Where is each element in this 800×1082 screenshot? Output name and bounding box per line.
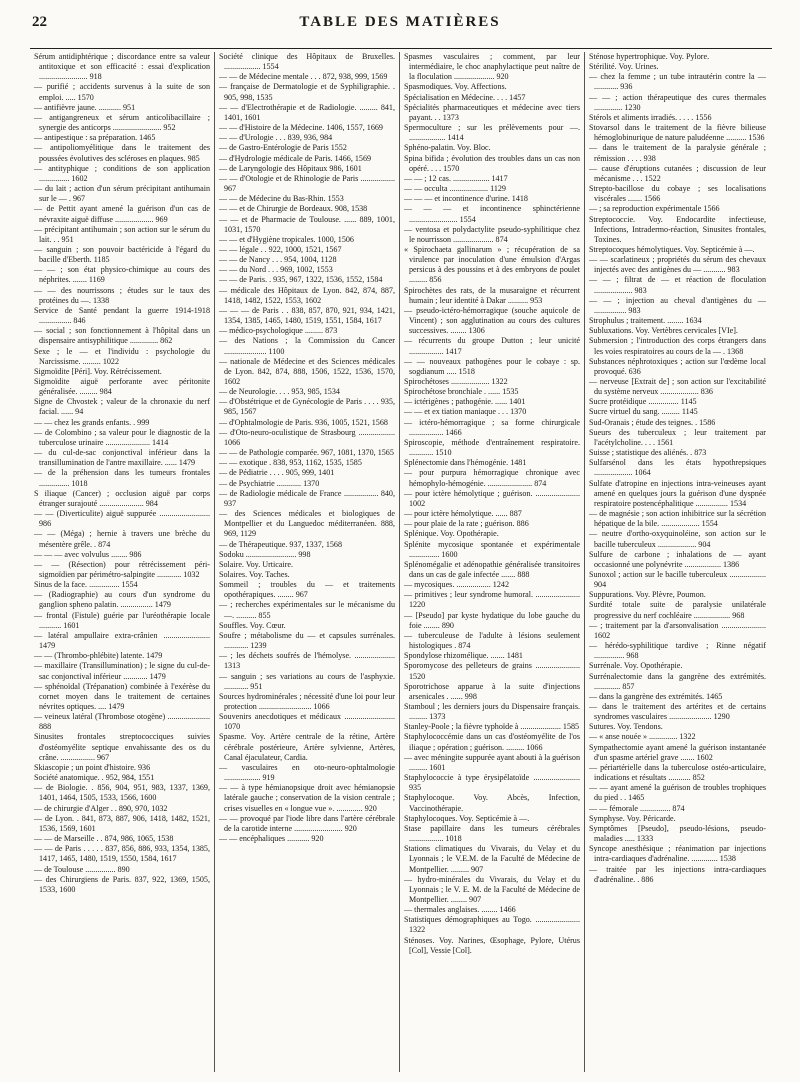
index-entry: Souvenirs anecdotiques et médicaux ......................... 1070 — [219, 712, 395, 732]
index-entry: Soufre ; métabolisme du — et capsules surrénales. ............ 1239 — [219, 630, 395, 651]
index-entry: — — — et incontinence d'urine. 1418 — [404, 194, 528, 204]
index-entry: Stovarsol dans le traitement de la fièvre bilieuse hémoglobinurique de nature paludéenne .......... 1536 — [589, 123, 766, 143]
index-entry: — de Neurologie. . . . 953, 985, 1534 — [219, 387, 340, 397]
index-entry: Sinusites frontales streptococciques suivies d'ostéomyélite septique envahissante des os du crâne. ................. 967 — [34, 732, 210, 762]
index-entry: — — fémorale ............... 874 — [589, 803, 685, 813]
index-entry: Sources hydrominérales ; nécessité d'une loi pour leur protection .......................... 1066 — [219, 691, 395, 711]
index-entry: — — ; injection au cheval d'antigènes du — ................ 983 — [589, 295, 766, 315]
index-entry: — de Colombino ; sa valeur pour le diagnostic de la tuberculose urinaire ...................... 1414 — [34, 427, 210, 447]
index-entry: — — et de Pharmacie de Toulouse. ...... 889, 1001, 1031, 1570 — [219, 214, 395, 234]
index-entry: — — ; action thérapeutique des cures thermales .............. 1230 — [589, 92, 766, 112]
index-column-2 — [215, 52, 400, 1072]
index-entry: — — — et incontinence sphinctérienne ........................ 1554 — [404, 204, 580, 224]
index-entry: Sommeil ; troubles du — et traitements opothérapiques. ........ 967 — [219, 580, 395, 600]
index-entry: Statistiques démographiques au Togo. ...................... 1322 — [404, 915, 580, 935]
index-entry: Spondylose rhizomélique. ....... 1481 — [404, 651, 523, 661]
index-entry: — — occulta ................... 1129 — [404, 184, 506, 194]
index-entry: Sucre protéidique ............... 1145 — [589, 397, 697, 407]
index-entry: Staphylocoques. Voy. Septicémie à —. — [404, 813, 530, 823]
index-entry: — antityphique ; conditions de son application ............... 1602 — [34, 163, 210, 183]
index-entry: — primitives ; leur syndrome humoral. ...................... 1220 — [404, 590, 580, 610]
index-entry: Spermoculture ; sur les prélèvements pour —. .................. 1414 — [404, 123, 580, 143]
index-entry: — [Pseudo] par kyste hydatique du lobe gauche du foie ........ 890 — [404, 610, 580, 630]
index-entry: — récurrents du groupe Dutton ; leur unicité ................. 1417 — [404, 336, 580, 356]
index-entry: Spécialisation en Médecine. . . . 1457 — [404, 92, 526, 102]
index-columns — [30, 52, 772, 1072]
index-entry: — de Thérapeutique. 937, 1337, 1568 — [219, 539, 343, 549]
index-entry: Sulfure de carbone ; inhalations de — ayant occasionné une polynévrite .................. 1386 — [589, 549, 766, 569]
index-entry: — pour plaie de la rate ; guérison. 886 — [404, 519, 529, 529]
index-entry: — de Gastro-Entérologie de Paris 1552 — [219, 143, 347, 153]
index-entry: Stamboul ; les derniers jours du Dispensaire français. ......... 1373 — [404, 702, 580, 722]
index-entry: — maxillaire (Transillumination) ; le signe du cul-de-sac conjonctival inférieur ............ 1479 — [34, 661, 210, 681]
index-entry: — dans le traitement des artérites et de certains syndromes vasculaires ..................... 1290 — [589, 702, 766, 722]
index-entry: — d'Hydrologie médicale de Paris. 1466, 1569 — [219, 153, 372, 163]
index-entry: — — de Nancy . . . 954, 1004, 1128 — [219, 255, 337, 265]
index-entry: — social ; son fonctionnement à l'hôpital dans un dispensaire antisyphilitique .............. 862 — [34, 326, 210, 346]
index-entry: — — et d'Hygiène tropicales. 1000, 1506 — [219, 234, 354, 244]
index-entry: — — de Paris . . . . . 837, 856, 886, 933, 1354, 1385, 1417, 1465, 1480, 1519, 1550, 1584, 1617 — [34, 844, 210, 864]
index-entry: — — nouveaux pathogènes pour le cobaye : sp. sogdianum ..... 1518 — [404, 356, 580, 376]
index-entry: Staphylococcémie dans un cas d'ostéomyélite de l'os iliaque ; opération ; guérison. ......... 1066 — [404, 732, 580, 752]
index-entry: Streptococcie. Voy. Endocardite infectieuse, Infections, Intradermo-réaction, Sinusites frontales, Toxines. — [589, 214, 766, 244]
index-entry: — sanguin ; son pouvoir bactéricide à l'égard du bacille d'Eberth. 1185 — [34, 244, 210, 265]
index-entry: — chez la femme ; un tube intrautérin contre la — ............ 936 — [589, 72, 766, 92]
index-entry: — de Pettit ayant amené la guérison d'un cas de névraxite aiguë diffuse ................... 969 — [34, 204, 210, 224]
index-entry: Société anatomique. . 952, 984, 1551 — [34, 773, 155, 783]
index-entry: Syncope anesthésique ; réanimation par injections intra-cardiaques d'adrénaline. ............. 1538 — [589, 844, 766, 864]
index-entry: Sténoses. Voy. Narines, Œsophage, Pylore, Utérus [Col], Vessie [Col]. — [404, 935, 580, 955]
index-entry: — — et ex tiation maniaque . . . 1370 — [404, 407, 527, 417]
index-entry: Spiroscopie, méthode d'entraînement respiratoire. ............ 1510 — [404, 437, 580, 458]
index-entry: Signe de Chvostek ; valeur de la chronaxie du nerf facial. ...... 94 — [34, 397, 210, 417]
index-entry: — des Chirurgiens de Paris. 837, 922, 1369, 1505, 1533, 1600 — [34, 874, 210, 894]
index-entry: — — d'Otologie et de Rhinologie de Paris ................. 967 — [219, 173, 395, 194]
index-entry: Splénomégalie et adénopathie généralisée transitoires dans un cas de gale infectée ....... 888 — [404, 559, 580, 579]
index-entry: — ; recherches expérimentales sur le mécanisme du —. .......... 855 — [219, 600, 395, 620]
index-entry: Spasmodiques. Voy. Affections. — [404, 82, 507, 92]
index-entry: Sutures. Voy. Tendons. — [589, 722, 663, 732]
index-entry: — de Laryngologie des Hôpitaux 986, 1601 — [219, 163, 362, 173]
index-entry: Stations climatiques du Vivarais, du Velay et du Lyonnais ; le V.E.M. de la Faculté de Médecine de Montpellier. ......... 907 — [404, 844, 580, 874]
index-entry: — — (Thrombo-phlébite) latente. 1479 — [34, 651, 163, 661]
index-entry: Sulfate d'atropine en injections intra-veineuses ayant amené en quelques jours la guérison d'une dyspnée respiratoire postencéphalitique ................ 1534 — [589, 478, 766, 508]
index-entry: — vasculaires en oto-neuro-ophtalmologie .................. 919 — [219, 762, 395, 783]
index-entry: — — chez les grands enfants. . 999 — [34, 417, 150, 427]
index-entry: Splénique. Voy. Opothérapie. — [404, 529, 499, 539]
index-entry: — « anse nouée » .............. 1322 — [589, 732, 696, 742]
index-entry: — thermales anglaises. ........ 1466 — [404, 905, 516, 915]
index-entry: — de magnésie ; son action inhibitrice sur la sécrétion hépatique de la bile. ................... 1554 — [589, 509, 766, 529]
index-entry: Suppurations. Voy. Plèvre, Poumon. — [589, 590, 706, 600]
index-entry: Sérum antidiphtérique ; discordance entre sa valeur antitoxique et son efficacité : essai d'explication ........................ 918 — [34, 52, 210, 82]
index-entry: — pour purpura hémorragique chronique avec hémophylo-hémogénie. ...................... 874 — [404, 468, 580, 488]
index-entry: — ventosa et polydactylite pseudo-syphilitique chez le nourrisson .................... 874 — [404, 224, 580, 244]
index-entry: Surrénale. Voy. Opothérapie. — [589, 661, 683, 671]
index-entry: Symptômes [Pseudo], pseudo-lésions, pseudo-maladies ..... 1333 — [589, 823, 766, 844]
index-entry: — du lait ; action d'un sérum précipitant antihumain sur le — . 967 — [34, 184, 210, 204]
index-entry: — — ; 12 cas. .................. 1417 — [404, 173, 508, 183]
index-entry: — — d'Electrothérapie et de Radiologie. ......... 841, 1401, 1601 — [219, 102, 395, 122]
index-entry: — sanguin ; ses variations au cours de l'asphyxie. ............ 951 — [219, 671, 395, 691]
index-entry: — française de Dermatologie et de Syphiligraphie. . 905, 998, 1535 — [219, 82, 395, 102]
index-entry: Splénite mycosique spontanée et expérimentale ............... 1600 — [404, 539, 580, 559]
index-entry: Sigmoïdite aiguë perforante avec péritonite généralisée. ......... 984 — [34, 377, 210, 397]
index-entry: — antipoliomyélitique dans le traitement des poussées évolutives des scléroses en plaques. 985 — [34, 143, 210, 163]
index-entry: — de Toulouse ............... 890 — [34, 864, 130, 874]
index-entry: — frontal (Fistule) guérie par l'uréothérapie locale ........... 1601 — [34, 610, 210, 630]
index-entry: — d'Oto-neuro-oculistique de Strasbourg .................. 1066 — [219, 427, 395, 447]
index-entry: — — ayant amené la guérison de troubles trophiques du pied . . 1465 — [589, 783, 766, 803]
index-entry: Staphylococcie à type érysipélatoïde ....................... 935 — [404, 773, 580, 793]
index-entry: « Spirochaeta gallinarum » ; récupération de sa virulence par inoculation d'une émulsion d'Argas persicus à des poussins et à des embryons de poulet ......... 856 — [404, 244, 580, 285]
index-entry: Sténose hypertrophique. Voy. Pylore. — [589, 52, 710, 61]
index-entry: Solaire. Voy. Urticaire. — [219, 559, 294, 569]
index-entry: — de Lyon. . 841, 873, 887, 906, 1418, 1482, 1521, 1536, 1569, 1601 — [34, 813, 210, 833]
index-entry: — des Sciences médicales et biologiques de Montpellier et du Languedoc méditerranéen. 888, 969, 1129 — [219, 509, 395, 539]
index-entry: Streptocoques hémolytiques. Voy. Septicémie à —. — [589, 244, 755, 254]
index-entry: — — des nourrissons ; études sur le taux des protéines du —. 1338 — [34, 285, 210, 305]
index-entry: Sunoxol ; action sur le bacille tuberculeux .................. 904 — [589, 569, 766, 590]
index-entry: — ictérigènes ; pathogénie. ...... 1401 — [404, 397, 526, 407]
index-entry: — — à type hémianopsique droit avec hémianopsie latérale gauche ; conservation de la vision centrale ; crises visuelles en « longue vue ». ............. 920 — [219, 783, 395, 813]
index-entry: Sporomycose des pelleteurs de grains ...................... 1520 — [404, 661, 580, 681]
index-entry: — pseudo-ictéro-hémorragique (souche aquicole de Vincent) ; son agglutination au cours des cultures successives. ........ 1306 — [404, 305, 580, 336]
page-number: 22 — [32, 14, 47, 30]
index-entry: — antigangreneux et sérum anticolibacillaire ; synergie des anticorps ........................ 952 — [34, 112, 210, 133]
index-entry: — — provoqué par l'iode libre dans l'artère cérébrale de la carotide interne ........................ 920 — [219, 813, 395, 833]
index-entry: — médicale des Hôpitaux de Lyon. 842, 874, 887, 1418, 1482, 1522, 1553, 1602 — [219, 285, 395, 305]
index-entry: — — ; filtrat de — et réaction de floculation ................... 983 — [589, 275, 766, 295]
index-entry: — — exotique . 838, 953, 1162, 1535, 1585 — [219, 458, 362, 468]
index-entry: — antifièvre jaune. ........... 951 — [34, 102, 136, 112]
index-entry: Service de Santé pendant la guerre 1914-1918 ................ 846 — [34, 305, 210, 326]
running-header — [0, 0, 800, 40]
index-entry: Stanley-Poole ; la fièvre typhoïde à .................... 1585 — [404, 722, 580, 732]
index-entry: Surrénalectomie dans la gangrène des extrémités. ............. 857 — [589, 671, 766, 691]
index-entry: — ictéro-hémorragique ; sa forme chirurgicale ................. 1466 — [404, 417, 580, 437]
index-entry: — précipitant antihumain ; son action sur le sérum du lait. . . 951 — [34, 224, 210, 244]
index-entry: — ; traitement par la d'arsonvalisation ...................... 1602 — [589, 620, 766, 640]
index-entry: Solaires. Voy. Taches. — [219, 569, 290, 579]
index-entry: Subluxations. Voy. Vertèbres cervicales [VIe]. — [589, 326, 738, 336]
index-entry: Sporotrichose apparue à la suite d'injections arsenicales . ...... 998 — [404, 681, 580, 701]
index-entry: — d'Ophtalmologie de Paris. 936, 1005, 1521, 1568 — [219, 417, 388, 427]
index-entry: — — — de Paris . . 838, 857, 870, 921, 934, 1421, 1354, 1385, 1465, 1480, 1519, 1551, 1584, 1617 — [219, 305, 395, 326]
index-entry: Sucre virtuel du sang. ......... 1145 — [589, 407, 698, 417]
index-entry: — — ; son état physico-chimique au cours des néphrites. ....... 1169 — [34, 265, 210, 285]
index-entry: — sphénoïdal (Trépanation) combinée à l'exérèse du cornet moyen dans le traitement de certaines névrites optiques. .... 1479 — [34, 681, 210, 711]
index-entry: Sigmoïdite [Péri]. Voy. Rétrécissement. — [34, 366, 162, 376]
index-entry: — — du Nord . . . 969, 1002, 1553 — [219, 265, 333, 275]
index-entry: Spécialités pharmaceutiques et médecine avec tiers payant. . . 1373 — [404, 102, 580, 122]
index-entry: — — de Médecine mentale . . . 872, 938, 999, 1569 — [219, 72, 388, 82]
index-entry: — cause d'éruptions cutanées ; discussion de leur mécanisme . . . 1522 — [589, 163, 766, 183]
index-entry: Strophulus ; traitement. ........ 1634 — [589, 316, 702, 326]
index-entry: — antipestique : sa préparation. 1465 — [34, 133, 156, 143]
index-entry: — de la préhension dans les tumeurs frontales ............... 1018 — [34, 468, 210, 488]
index-entry: — neutre d'ortho-oxyquinoléine, son action sur le bacille tuberculeux ................... 904 — [589, 529, 766, 549]
index-entry: — du cul-de-sac conjonctival inférieur dans la transillumination de l'antre maxillaire. ...... 1479 — [34, 448, 210, 468]
index-entry: — (Radiographie) au cours d'un syndrome du ganglion spheno palatin. ................ 1479 — [34, 590, 210, 610]
index-entry: Sulfarsénol dans les états hypothrepsiques ................... 1064 — [589, 458, 766, 478]
index-entry: Suisse ; statistique des aliénés. . 873 — [589, 448, 707, 458]
index-entry: — veineux latéral (Thrombose otogène) ..................... 888 — [34, 712, 210, 732]
index-column-1 — [30, 52, 215, 1072]
index-entry: Spirochètes des rats, de la musaraigne et récurrent humain ; leur identité à Dakar .......... 953 — [404, 285, 580, 305]
index-entry: Sexe ; le — et l'individu : psychologie du Narcissisme. ......... 1022 — [34, 346, 210, 366]
index-entry: — de Psychiatrie ............ 1370 — [219, 478, 320, 488]
index-entry: Sympathectomie ayant amené la guérison instantanée d'un spasme artériel grave ....... 1602 — [589, 742, 766, 762]
index-entry: — hydro-minérales du Vivarais, du Velay et du Lyonnais ; le V. E. M. de la Faculté de Médecine de Montpellier. ........ 907 — [404, 874, 580, 904]
index-entry: Splénectomie dans l'hémogénie. 1481 — [404, 458, 527, 468]
index-entry: — — scarlatineux ; propriétés du sérum des chevaux injectés avec des antigènes du — ........... 983 — [589, 255, 766, 275]
index-entry: — — et de Chirurgie de Bordeaux. 908, 1538 — [219, 204, 368, 214]
index-entry: — ; sa reproduction expérimentale 1566 — [589, 204, 720, 214]
index-entry: — de Radiologie médicale de France ................. 840, 937 — [219, 488, 395, 508]
index-entry: Sud-Oranais ; étude des teignes. . 1586 — [589, 417, 716, 427]
index-entry: — nationale de Médecine et des Sciences médicales de Lyon. 842, 874, 888, 1506, 1522, 1536, 1570, 1602 — [219, 356, 395, 386]
index-entry: — avec méningite suppurée ayant abouti à la guérison ......... 1601 — [404, 752, 580, 772]
index-entry: Sphéno-palatin. Voy. Bloc. — [404, 143, 491, 153]
index-entry: Sueurs des tuberculeux ; leur traitement par l'acétylcholine. . . . 1561 — [589, 427, 766, 447]
index-entry: — de chirurgie d'Alger . . 890, 970, 1032 — [34, 803, 168, 813]
index-entry: — nerveuse [Extrait de] ; son action sur l'excitabilité du système nerveux ................... 836 — [589, 377, 766, 397]
index-entry: — latéral ampullaire extra-crânien ....................... 1479 — [34, 630, 210, 651]
index-entry: Stérilité. Voy. Urines. — [589, 62, 659, 72]
index-entry: — — (Diverticulite) aiguë suppurée ......................... 986 — [34, 509, 210, 529]
index-entry: — hérédo-syphilitique tardive ; Rinne négatif ............... 968 — [589, 641, 766, 661]
index-entry: — — encéphaliques ........... 920 — [219, 834, 324, 844]
index-entry: — — de Paris. . 935, 967, 1322, 1536, 1552, 1584 — [219, 275, 383, 285]
index-entry: — — de Marseille . . 874, 986, 1065, 1538 — [34, 834, 174, 844]
index-entry: Souffles. Voy. Cœur. — [219, 620, 286, 630]
index-entry: Submersion ; l'introduction des corps étrangers dans les voies respiratoires au cours de la — . 1368 — [589, 336, 766, 356]
index-column-3 — [400, 52, 585, 1072]
index-entry: — — d'Urologie . . . 839, 936, 984 — [219, 133, 333, 143]
index-entry: — de Biologie. . 856, 904, 951, 983, 1337, 1369, 1401, 1464, 1505, 1533, 1566, 1600 — [34, 783, 210, 803]
index-entry: Spasme. Voy. Artère centrale de la rétine, Artère cérébrale postérieure, Artère sylvienne, Artères, Canal éjaculateur, Cardia. — [219, 732, 395, 762]
index-entry: Spina bifida ; évolution des troubles dans un cas non opéré. . . . 1570 — [404, 153, 580, 173]
index-entry: — purifié ; accidents survenus à la suite de son emploi. ..... 1570 — [34, 82, 210, 102]
index-entry: — médico-psychologique ......... 873 — [219, 326, 338, 336]
index-entry: — — (Résection) pour rétrécissement péri-sigmoïdien par périmétro-salpingite ............ 1032 — [34, 559, 210, 579]
index-entry: Sinus de la face. ............... 1554 — [34, 580, 138, 590]
index-entry: — mycosiques. ................. 1242 — [404, 580, 509, 590]
index-entry: Stérols et aliments irradiés. . . . . 1556 — [589, 112, 712, 122]
index-column-4 — [585, 52, 770, 1072]
index-entry: — — de Médecine du Bas-Rhin. 1553 — [219, 194, 344, 204]
index-entry: Stase papillaire dans les tumeurs cérébrales ................. 1018 — [404, 823, 580, 844]
index-entry: Strepto-bacillose du cobaye ; ses localisations viscérales ....... 1566 — [589, 184, 766, 204]
index-entry: — — légale . . 922, 1000, 1521, 1567 — [219, 244, 342, 254]
index-entry: — ; les déchets soufrés de l'hémolyse. .................... 1313 — [219, 651, 395, 671]
index-entry: Skiascopie ; un point d'histoire. 936 — [34, 762, 151, 772]
index-entry: Substances néphrotoxiques ; action sur l'œdème local provoqué. 636 — [589, 356, 766, 376]
index-entry: Spirochétoses ................... 1322 — [404, 377, 508, 386]
index-entry: Staphylocoque. Voy. Abcès, Infection, Vaccinothérapie. — [404, 793, 580, 813]
index-entry: Sodoku ......................... 998 — [219, 549, 311, 559]
index-entry: — dans la gangrène des extrémités. 1465 — [589, 691, 723, 701]
index-entry: — de Pédiatrie . . . . 905, 999, 1401 — [219, 468, 335, 478]
index-entry: Spasmes vasculaires ; comment, par leur intermédiaire, le choc anaphylactique peut naître de la floculation .................... 920 — [404, 52, 580, 82]
index-entry: — d'Obstétrique et de Gynécologie de Paris . . . . 935, 985, 1567 — [219, 397, 395, 417]
index-entry: — pour ictère hémolytique. ...... 887 — [404, 509, 522, 519]
index-entry: — — de Pathologie comparée. 967, 1081, 1370, 1565 — [219, 448, 394, 458]
index-entry: — des Nations ; la Commission du Cancer ..................... 1100 — [219, 336, 395, 356]
index-entry: — pour ictère hémolytique ; guérison. ...................... 1002 — [404, 488, 580, 508]
index-entry: Société clinique des Hôpitaux de Bruxelles. .................. 1554 — [219, 52, 395, 72]
index-entry: Surdité totale suite de paralysie unilatérale progressive du nerf cochléaire .................. 968 — [589, 600, 766, 620]
index-entry: Spirochétose bronchiale . ...... 1535 — [404, 387, 519, 397]
index-entry: — traitée par les injections intra-cardiaques d'adrénaline. . 886 — [589, 864, 766, 884]
index-entry: — tuberculeuse de l'adulte à lésions seulement histologiques . 874 — [404, 630, 580, 651]
index-entry: S iliaque (Cancer) ; occlusion aiguë par corps étranger surajouté ...................... 984 — [34, 488, 210, 508]
running-title: TABLE DES MATIÈRES — [299, 14, 501, 30]
index-entry: Symphyse. Voy. Péricarde. — [589, 813, 676, 823]
index-entry: — — (Méga) ; hernie à travers une brèche du mésentère grêle. . 874 — [34, 529, 210, 549]
header-rule — [30, 48, 772, 49]
index-entry: — périartérielle dans la tuberculose ostéo-articulaire, indications et résultats ........... 852 — [589, 762, 766, 783]
index-entry: — dans le traitement de la paralysie générale ; rémission . . . . 938 — [589, 143, 766, 163]
index-entry: — — — avec volvulus ........ 986 — [34, 549, 142, 559]
index-entry: — — d'Histoire de la Médecine. 1406, 1557, 1669 — [219, 123, 383, 133]
